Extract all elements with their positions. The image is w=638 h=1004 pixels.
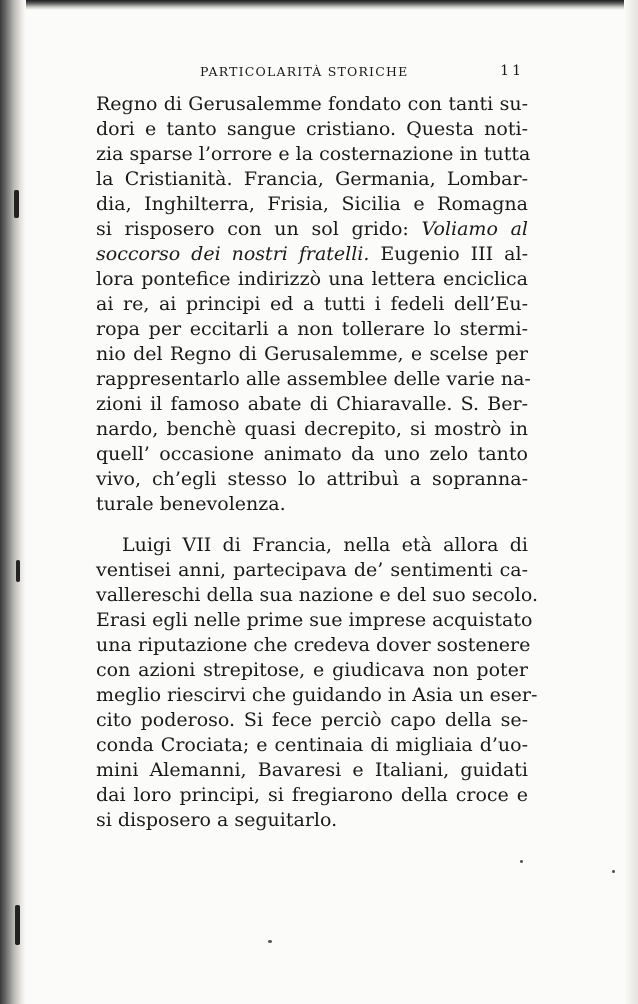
text-line (96, 467, 528, 492)
paper-speck (612, 870, 615, 873)
line-text: mini Alemanni, Bavaresi e Italiani, guidati (96, 759, 528, 781)
line-text: vallereschi della sua nazione e del suo secolo. (96, 584, 538, 606)
binding-mark (14, 190, 19, 218)
line-text: si disposero a seguitarlo. (96, 809, 338, 831)
line-text: nardo, benchè quasi decrepito, si mostrò in (96, 418, 528, 440)
line-text: dai loro principi, si fregiarono della croce e (96, 784, 528, 806)
line-text: la Cristianità. Francia, Germania, Lombar- (96, 168, 528, 190)
line-text: conda Crociata; e centinaia di migliaia d’uo- (96, 734, 528, 756)
line-text: ventisei anni, partecipava de’ sentimenti ca- (96, 559, 528, 581)
text-line (96, 392, 528, 417)
paragraph (96, 533, 538, 833)
text-line (96, 92, 528, 117)
italic-text: soccorso dei nostri fratelli. (96, 243, 370, 265)
text-line (96, 117, 528, 142)
line-text: Erasi egli nelle prime sue imprese acquistato (96, 609, 533, 631)
text-line (96, 417, 528, 442)
text-line (96, 367, 531, 392)
text-line (96, 733, 528, 758)
line-text: nio del Regno di Gerusalemme, e scelse per (96, 343, 528, 365)
text-line (96, 267, 528, 292)
text-line (96, 317, 528, 342)
page-right-edge (624, 0, 638, 1004)
line-text: Luigi VII di Francia, nella età allora di (122, 534, 528, 556)
line-text: lora pontefice indirizzò una lettera enciclica (96, 268, 528, 290)
text-line (96, 783, 528, 808)
text-line (96, 808, 528, 833)
line-text: ropa per eccitarli a non tollerare lo stermi- (96, 318, 528, 340)
page-top-edge (26, 0, 638, 10)
text-line (96, 633, 531, 658)
paper-speck (520, 860, 523, 863)
line-text: cito poderoso. Si fece perciò capo della se- (96, 709, 528, 731)
line-text: una riputazione che credeva dover sostenere (96, 634, 531, 656)
text-line (96, 658, 528, 683)
text-line (96, 192, 528, 217)
binding-mark (16, 560, 20, 582)
italic-text: Voliamo al (421, 218, 529, 240)
paragraph (96, 92, 531, 517)
line-text: dia, Inghilterra, Frisia, Sicilia e Romagna (96, 193, 528, 215)
text-line (96, 242, 528, 267)
text-line (96, 533, 528, 558)
page-header (96, 62, 528, 84)
line-text: rappresentarlo alle assemblee delle varie na- (96, 368, 531, 390)
running-head: PARTICOLARITÀ STORICHE (200, 64, 409, 79)
line-text: ai re, ai principi ed a tutti i fedeli dell’Eu- (96, 293, 528, 315)
text-line (96, 292, 528, 317)
line-text: turale benevolenza. (96, 493, 286, 515)
line-text: meglio riescirvi che guidando in Asia un eser- (96, 684, 538, 706)
text-line (96, 442, 528, 467)
text-line (96, 142, 531, 167)
text-line (96, 708, 528, 733)
text-line (96, 342, 528, 367)
paper-speck (268, 940, 272, 943)
text-line (96, 683, 538, 708)
line-text: quell’ occasione animato da uno zelo tanto (96, 443, 528, 465)
text-line (96, 217, 528, 242)
line-text: si risposero con un sol grido: (96, 218, 409, 240)
text-line (96, 583, 538, 608)
line-text: Eugenio III al- (380, 243, 528, 265)
line-text: zioni il famoso abate di Chiaravalle. S. Ber- (96, 393, 528, 415)
binding-mark (15, 905, 20, 945)
text-line (96, 608, 533, 633)
text-line (96, 758, 528, 783)
line-text: zia sparse l’orrore e la costernazione in tutta (96, 143, 531, 165)
text-line (96, 558, 528, 583)
text-line (96, 492, 528, 517)
line-text: Regno di Gerusalemme fondato con tanti su- (96, 93, 528, 115)
text-line (96, 167, 528, 192)
line-text: vivo, ch’egli stesso lo attribuì a sopranna- (96, 468, 528, 490)
page-binding-shadow (0, 0, 26, 1004)
line-text: dori e tanto sangue cristiano. Questa noti- (96, 118, 528, 140)
body-text (96, 92, 538, 833)
page-number: 11 (500, 63, 524, 79)
line-text: con azioni strepitose, e giudicava non poter (96, 659, 528, 681)
